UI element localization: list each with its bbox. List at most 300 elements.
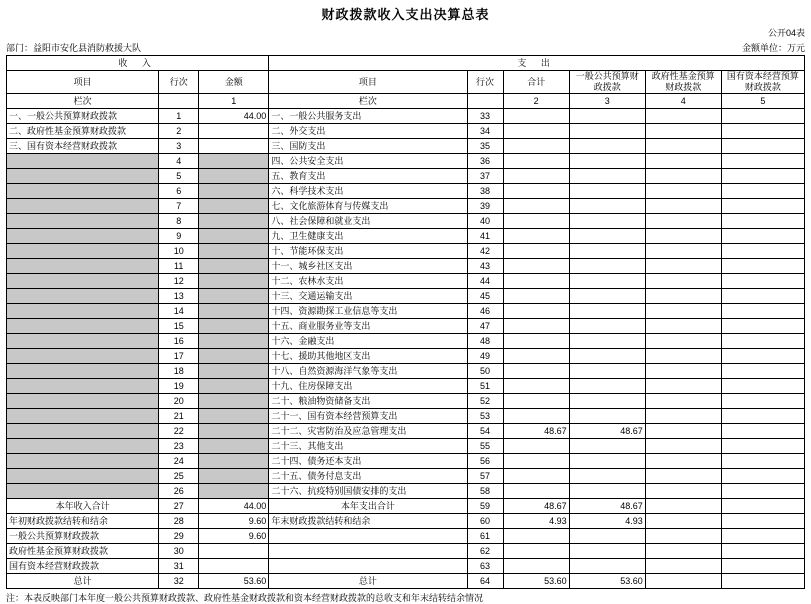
income-amount-cell: 44.00: [199, 499, 269, 514]
income-line-header: 行次: [159, 71, 199, 94]
table-row: [7, 409, 805, 424]
expense-item-cell: 二、外交支出: [269, 124, 467, 139]
expense-gpb-cell: [569, 349, 645, 364]
expense-scb-cell: [721, 259, 804, 274]
expense-item-cell: 六、科学技术支出: [269, 184, 467, 199]
income-amount-cell: [199, 379, 269, 394]
expense-line-header: 行次: [467, 71, 503, 94]
expense-total-cell: [503, 349, 569, 364]
income-line-cell: 5: [159, 169, 199, 184]
expense-gpb-header: 一般公共预算财政拨款: [569, 71, 645, 94]
income-item-cell: [7, 304, 159, 319]
table-row: [7, 184, 805, 199]
income-amount-cell: [199, 469, 269, 484]
income-amount-header: 金额: [199, 71, 269, 94]
income-line-cell: 24: [159, 454, 199, 469]
expense-line-cell: 56: [467, 454, 503, 469]
expense-gfb-cell: [645, 469, 721, 484]
group-header-row: [7, 56, 805, 71]
expense-scb-cell: [721, 514, 804, 529]
income-item-cell: [7, 244, 159, 259]
expense-item-cell: 二十二、灾害防治及应急管理支出: [269, 424, 467, 439]
expense-total-cell: 48.67: [503, 424, 569, 439]
expense-gfb-cell: [645, 529, 721, 544]
expense-scb-cell: [721, 304, 804, 319]
expense-total-cell: [503, 139, 569, 154]
expense-gfb-cell: [645, 199, 721, 214]
expense-gfb-header: 政府性基金预算财政拨款: [645, 71, 721, 94]
expense-gpb-cell: [569, 319, 645, 334]
footnote: 注：本表反映部门本年度一般公共预算财政拨款、政府性基金财政拨款和资本经营财政拨款的总收支和年末结转结余情况: [6, 593, 484, 603]
table-row: [7, 289, 805, 304]
expense-item-cell: 年末财政拨款结转和结余: [269, 514, 467, 529]
expense-item-cell: 十一、城乡社区支出: [269, 259, 467, 274]
expense-gpb-cell: [569, 364, 645, 379]
expense-gpb-cell: [569, 409, 645, 424]
expense-line-cell: 36: [467, 154, 503, 169]
expense-scb-cell: [721, 529, 804, 544]
expense-gpb-cell: [569, 559, 645, 574]
expense-total-cell: [503, 544, 569, 559]
table-body: [7, 109, 805, 589]
expense-gpb-cell: [569, 394, 645, 409]
expense-item-cell: 二十一、国有资本经营预算支出: [269, 409, 467, 424]
expense-gfb-cell: [645, 574, 721, 589]
income-line-cell: 26: [159, 484, 199, 499]
expense-item-cell: 二十、粮油物资储备支出: [269, 394, 467, 409]
expense-scb-cell: [721, 544, 804, 559]
expense-item-cell: 二十三、其他支出: [269, 439, 467, 454]
expense-gfb-cell: [645, 214, 721, 229]
income-amount-cell: [199, 289, 269, 304]
expense-scb-cell: [721, 319, 804, 334]
income-item-cell: [7, 169, 159, 184]
expense-total-cell: [503, 229, 569, 244]
expense-scb-cell: [721, 499, 804, 514]
expense-line-cell: 43: [467, 259, 503, 274]
expense-scb-cell: [721, 409, 804, 424]
expense-col-5: 5: [721, 94, 804, 109]
expense-line-cell: 37: [467, 169, 503, 184]
expense-line-cell: 64: [467, 574, 503, 589]
income-item-cell: [7, 379, 159, 394]
expense-total-cell: [503, 529, 569, 544]
income-amount-cell: [199, 184, 269, 199]
expense-item-cell: 四、公共安全支出: [269, 154, 467, 169]
income-item-cell: [7, 484, 159, 499]
expense-total-cell: [503, 559, 569, 574]
expense-gpb-cell: [569, 454, 645, 469]
expense-scb-cell: [721, 229, 804, 244]
expense-total-cell: [503, 364, 569, 379]
table-row: [7, 559, 805, 574]
expense-total-cell: [503, 199, 569, 214]
expense-gfb-cell: [645, 349, 721, 364]
table-row: [7, 199, 805, 214]
income-amount-cell: [199, 454, 269, 469]
expense-line-cell: 38: [467, 184, 503, 199]
expense-gfb-cell: [645, 184, 721, 199]
expense-item-cell: 二十五、债务付息支出: [269, 469, 467, 484]
expense-gpb-cell: [569, 184, 645, 199]
expense-scb-cell: [721, 424, 804, 439]
expense-scb-cell: [721, 559, 804, 574]
income-item-cell: [7, 259, 159, 274]
expense-gpb-cell: [569, 304, 645, 319]
expense-line-cell: 53: [467, 409, 503, 424]
expense-scb-cell: [721, 184, 804, 199]
expense-item-cell: 十九、住房保障支出: [269, 379, 467, 394]
table-row: [7, 439, 805, 454]
expense-item-cell: [269, 559, 467, 574]
expense-scb-cell: [721, 274, 804, 289]
income-amount-cell: [199, 259, 269, 274]
expense-scb-cell: [721, 394, 804, 409]
income-line-cell: 14: [159, 304, 199, 319]
income-amount-cell: [199, 214, 269, 229]
income-amount-cell: [199, 169, 269, 184]
expense-total-cell: [503, 109, 569, 124]
expense-gfb-cell: [645, 409, 721, 424]
expense-scb-cell: [721, 469, 804, 484]
department-row: [6, 41, 805, 55]
expense-item-cell: 十、节能环保支出: [269, 244, 467, 259]
expense-line-cell: 60: [467, 514, 503, 529]
expense-total-cell: [503, 274, 569, 289]
expense-gpb-cell: [569, 244, 645, 259]
expense-item-cell: 十二、农林水支出: [269, 274, 467, 289]
income-amount-cell: 44.00: [199, 109, 269, 124]
expense-line-cell: 59: [467, 499, 503, 514]
income-item-cell: [7, 439, 159, 454]
expense-gfb-cell: [645, 394, 721, 409]
expense-line-cell: 35: [467, 139, 503, 154]
expense-scb-cell: [721, 289, 804, 304]
expense-total-cell: 48.67: [503, 499, 569, 514]
expense-gpb-cell: [569, 199, 645, 214]
expense-gfb-cell: [645, 109, 721, 124]
income-line-cell: 17: [159, 349, 199, 364]
expense-gfb-cell: [645, 229, 721, 244]
expense-gpb-cell: [569, 469, 645, 484]
expense-gpb-cell: [569, 544, 645, 559]
expense-scb-cell: [721, 169, 804, 184]
income-line-cell: 9: [159, 229, 199, 244]
expense-total-cell: [503, 214, 569, 229]
expense-total-cell: [503, 259, 569, 274]
table-row: [7, 154, 805, 169]
expense-gfb-cell: [645, 544, 721, 559]
income-item-cell: [7, 229, 159, 244]
income-item-cell: [7, 184, 159, 199]
income-line-cell: 31: [159, 559, 199, 574]
expense-total-cell: [503, 154, 569, 169]
income-amount-cell: [199, 439, 269, 454]
income-item-cell: [7, 469, 159, 484]
table-row: [7, 349, 805, 364]
income-amount-cell: [199, 334, 269, 349]
expense-line-cell: 61: [467, 529, 503, 544]
income-line-cell: 4: [159, 154, 199, 169]
expense-gfb-cell: [645, 379, 721, 394]
income-line-cell: 7: [159, 199, 199, 214]
expense-line-blank: [467, 94, 503, 109]
expense-gpb-cell: [569, 289, 645, 304]
income-item-cell: 本年收入合计: [7, 499, 159, 514]
expense-scb-cell: [721, 349, 804, 364]
income-line-cell: 11: [159, 259, 199, 274]
income-amount-cell: [199, 349, 269, 364]
income-item-cell: [7, 409, 159, 424]
income-item-cell: [7, 349, 159, 364]
income-group-header: 收 入: [7, 56, 269, 71]
expense-gpb-cell: 48.67: [569, 499, 645, 514]
expense-scb-cell: [721, 454, 804, 469]
table-row: [7, 274, 805, 289]
income-amount-cell: [199, 229, 269, 244]
table-row: [7, 364, 805, 379]
income-line-cell: 19: [159, 379, 199, 394]
table-row: [7, 169, 805, 184]
expense-item-cell: 十四、资源勘探工业信息等支出: [269, 304, 467, 319]
table-row: [7, 259, 805, 274]
income-line-cell: 22: [159, 424, 199, 439]
expense-gpb-cell: 48.67: [569, 424, 645, 439]
expense-line-cell: 39: [467, 199, 503, 214]
expense-total-header: 合计: [503, 71, 569, 94]
expense-total-cell: [503, 124, 569, 139]
income-line-cell: 13: [159, 289, 199, 304]
expense-line-cell: 40: [467, 214, 503, 229]
income-amount-cell: [199, 559, 269, 574]
expense-total-cell: [503, 334, 569, 349]
income-item-cell: [7, 394, 159, 409]
expense-gpb-cell: [569, 229, 645, 244]
income-amount-cell: [199, 484, 269, 499]
expense-item-cell: 二十六、抗疫特别国债安排的支出: [269, 484, 467, 499]
expense-line-cell: 45: [467, 289, 503, 304]
income-item-cell: [7, 334, 159, 349]
income-item-cell: 一、一般公共预算财政拨款: [7, 109, 159, 124]
expense-total-cell: [503, 319, 569, 334]
income-amount-cell: [199, 304, 269, 319]
table-row: [7, 499, 805, 514]
table-row: [7, 484, 805, 499]
income-line-cell: 28: [159, 514, 199, 529]
expense-scb-header: 国有资本经营预算财政拨款: [721, 71, 804, 94]
expense-line-cell: 46: [467, 304, 503, 319]
expense-gfb-cell: [645, 319, 721, 334]
expense-scb-cell: [721, 214, 804, 229]
expense-line-cell: 49: [467, 349, 503, 364]
income-item-cell: [7, 364, 159, 379]
expense-gpb-cell: [569, 334, 645, 349]
income-amount-cell: 9.60: [199, 529, 269, 544]
expense-gpb-cell: 53.60: [569, 574, 645, 589]
income-amount-cell: [199, 544, 269, 559]
expense-line-cell: 51: [467, 379, 503, 394]
income-item-cell: [7, 199, 159, 214]
expense-scb-cell: [721, 154, 804, 169]
table-row: [7, 544, 805, 559]
expense-gpb-cell: [569, 124, 645, 139]
column-number-row: [7, 94, 805, 109]
income-line-cell: 29: [159, 529, 199, 544]
income-item-cell: 政府性基金预算财政拨款: [7, 544, 159, 559]
income-item-cell: [7, 424, 159, 439]
expense-gfb-cell: [645, 559, 721, 574]
expense-item-cell: 九、卫生健康支出: [269, 229, 467, 244]
table-row: [7, 379, 805, 394]
income-item-cell: [7, 319, 159, 334]
income-amount-cell: [199, 364, 269, 379]
table-row: [7, 469, 805, 484]
expense-scb-cell: [721, 334, 804, 349]
expense-line-cell: 48: [467, 334, 503, 349]
expense-gpb-cell: [569, 214, 645, 229]
expense-line-cell: 44: [467, 274, 503, 289]
expense-line-cell: 47: [467, 319, 503, 334]
expense-scb-cell: [721, 379, 804, 394]
income-amount-cell: 9.60: [199, 514, 269, 529]
expense-total-cell: [503, 394, 569, 409]
expense-line-cell: 34: [467, 124, 503, 139]
income-item-cell: [7, 454, 159, 469]
expense-group-header: 支 出: [269, 56, 805, 71]
expense-gpb-cell: 4.93: [569, 514, 645, 529]
table-row: [7, 244, 805, 259]
income-item-cell: [7, 274, 159, 289]
income-line-cell: 18: [159, 364, 199, 379]
expense-total-cell: [503, 169, 569, 184]
table-row: [7, 424, 805, 439]
expense-item-cell: 总计: [269, 574, 467, 589]
expense-gfb-cell: [645, 259, 721, 274]
expense-gpb-cell: [569, 439, 645, 454]
income-line-cell: 12: [159, 274, 199, 289]
table-row: [7, 109, 805, 124]
expense-gfb-cell: [645, 454, 721, 469]
expense-item-cell: 三、国防支出: [269, 139, 467, 154]
income-item-cell: 一般公共预算财政拨款: [7, 529, 159, 544]
page-title: 财政拨款收入支出决算总表: [321, 7, 490, 22]
income-line-cell: 3: [159, 139, 199, 154]
expense-item-cell: 八、社会保障和就业支出: [269, 214, 467, 229]
expense-line-cell: 50: [467, 364, 503, 379]
expense-line-cell: 62: [467, 544, 503, 559]
expense-line-cell: 33: [467, 109, 503, 124]
income-column-label: 栏次: [7, 94, 159, 109]
expense-gfb-cell: [645, 244, 721, 259]
expense-col-4: 4: [645, 94, 721, 109]
expense-item-cell: 七、文化旅游体育与传媒支出: [269, 199, 467, 214]
table-row: [7, 529, 805, 544]
expense-gfb-cell: [645, 154, 721, 169]
column-header-row: [7, 71, 805, 94]
income-line-cell: 2: [159, 124, 199, 139]
income-line-cell: 8: [159, 214, 199, 229]
income-line-cell: 21: [159, 409, 199, 424]
expense-col-3: 3: [569, 94, 645, 109]
expense-line-cell: 63: [467, 559, 503, 574]
income-amount-cell: [199, 124, 269, 139]
public-label-row: [6, 26, 805, 41]
income-item-cell: 总计: [7, 574, 159, 589]
expense-line-cell: 52: [467, 394, 503, 409]
income-line-blank: [159, 94, 199, 109]
expense-gfb-cell: [645, 124, 721, 139]
public-form-label: 公开04表: [767, 28, 805, 38]
expense-gfb-cell: [645, 439, 721, 454]
income-line-cell: 10: [159, 244, 199, 259]
expense-item-cell: 十六、金融支出: [269, 334, 467, 349]
expense-item-cell: 十八、自然资源海洋气象等支出: [269, 364, 467, 379]
expense-total-cell: [503, 244, 569, 259]
expense-gfb-cell: [645, 484, 721, 499]
table-row: [7, 214, 805, 229]
income-col-1: 1: [199, 94, 269, 109]
expense-scb-cell: [721, 484, 804, 499]
income-line-cell: 25: [159, 469, 199, 484]
expense-total-cell: [503, 304, 569, 319]
expense-item-cell: [269, 544, 467, 559]
expense-scb-cell: [721, 244, 804, 259]
expense-gfb-cell: [645, 514, 721, 529]
expense-gpb-cell: [569, 484, 645, 499]
income-item-header: 项目: [7, 71, 159, 94]
table-row: [7, 229, 805, 244]
income-line-cell: 27: [159, 499, 199, 514]
income-item-cell: 三、国有资本经营财政拨款: [7, 139, 159, 154]
income-item-cell: 国有资本经营财政拨款: [7, 559, 159, 574]
expense-gpb-cell: [569, 154, 645, 169]
income-amount-cell: [199, 409, 269, 424]
expense-item-cell: 十五、商业服务业等支出: [269, 319, 467, 334]
expense-scb-cell: [721, 124, 804, 139]
expense-total-cell: [503, 484, 569, 499]
expense-gfb-cell: [645, 424, 721, 439]
table-row: [7, 319, 805, 334]
income-amount-cell: [199, 394, 269, 409]
expense-total-cell: [503, 409, 569, 424]
financial-allocation-table: [6, 55, 805, 589]
income-line-cell: 1: [159, 109, 199, 124]
expense-line-cell: 54: [467, 424, 503, 439]
income-line-cell: 32: [159, 574, 199, 589]
income-line-cell: 30: [159, 544, 199, 559]
expense-total-cell: 53.60: [503, 574, 569, 589]
table-row: [7, 454, 805, 469]
expense-gpb-cell: [569, 139, 645, 154]
income-amount-cell: 53.60: [199, 574, 269, 589]
income-line-cell: 16: [159, 334, 199, 349]
department-label: 部门：益阳市安化县消防救援大队: [6, 43, 142, 53]
income-amount-cell: [199, 139, 269, 154]
expense-item-cell: 十三、交通运输支出: [269, 289, 467, 304]
expense-gfb-cell: [645, 289, 721, 304]
expense-item-cell: 十七、援助其他地区支出: [269, 349, 467, 364]
expense-gpb-cell: [569, 169, 645, 184]
expense-col-2: 2: [503, 94, 569, 109]
expense-scb-cell: [721, 439, 804, 454]
expense-line-cell: 41: [467, 229, 503, 244]
income-amount-cell: [199, 319, 269, 334]
expense-total-cell: [503, 184, 569, 199]
expense-gfb-cell: [645, 304, 721, 319]
income-line-cell: 23: [159, 439, 199, 454]
expense-line-cell: 58: [467, 484, 503, 499]
table-row: [7, 394, 805, 409]
